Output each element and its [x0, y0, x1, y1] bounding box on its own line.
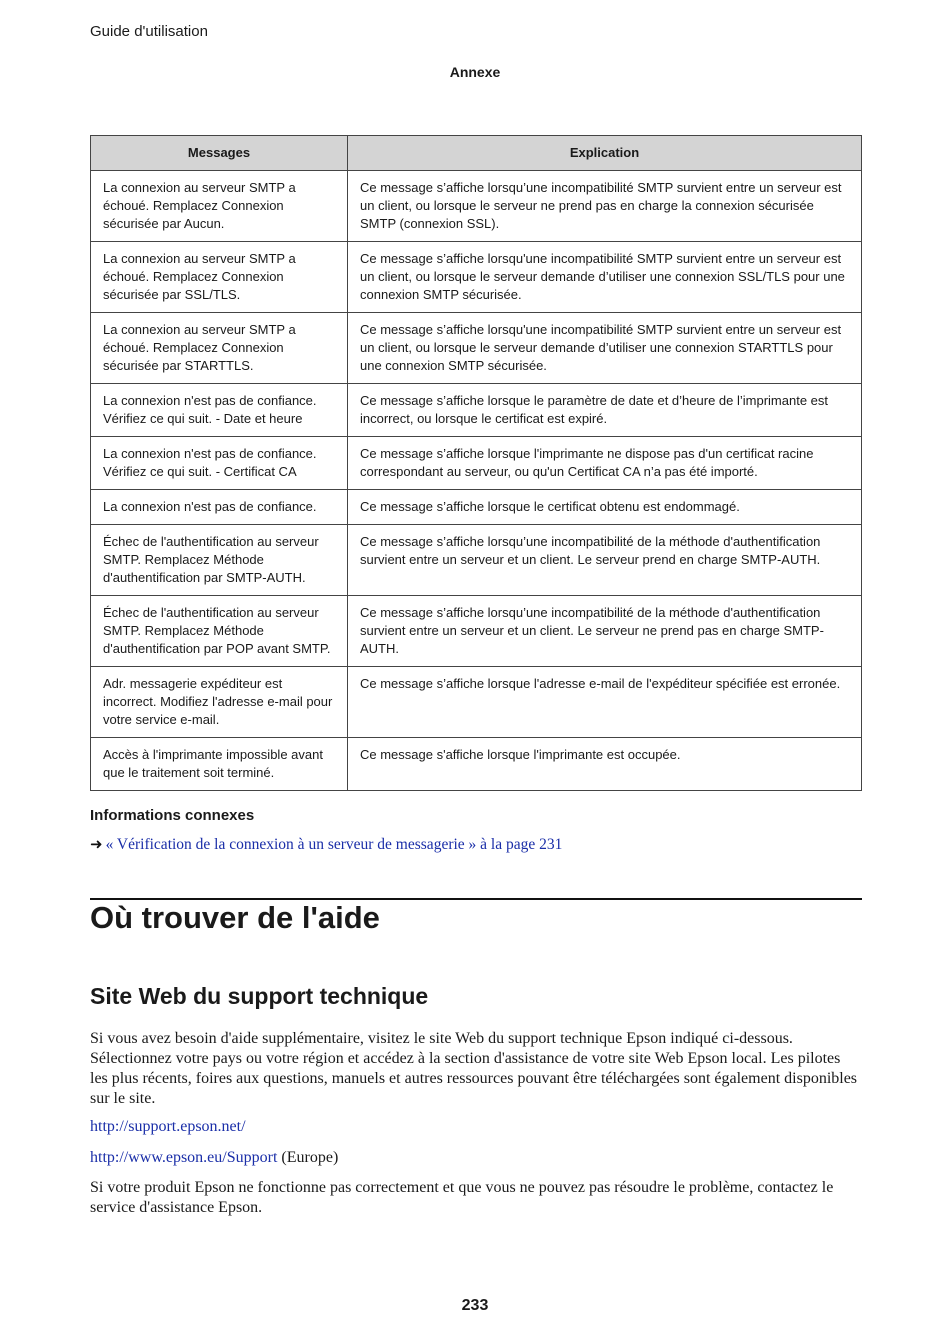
explanation-cell: Ce message s’affiche lorsque le paramètre de date et d’heure de l’imprimante est incorrect, ou lorsque le certificat est expiré. — [348, 384, 862, 437]
table-row — [91, 437, 862, 490]
support-link-line — [90, 1117, 246, 1137]
guide-title: Guide d'utilisation — [90, 23, 208, 40]
table-row — [91, 313, 862, 384]
table-row — [91, 242, 862, 313]
table-header-row — [91, 136, 862, 171]
explanation-cell: Ce message s’affiche lorsque le certificat obtenu est endommagé. — [348, 490, 862, 525]
message-cell: Échec de l'authentification au serveur SMTP. Remplacez Méthode d'authentification par SMTP-AUTH. — [91, 525, 348, 596]
support-link-global[interactable]: http://support.epson.net/ — [90, 1118, 246, 1135]
message-cell: La connexion n'est pas de confiance. Vérifiez ce qui suit. - Date et heure — [91, 384, 348, 437]
message-cell: Échec de l'authentification au serveur SMTP. Remplacez Méthode d'authentification par POP avant SMTP. — [91, 596, 348, 667]
table-row — [91, 171, 862, 242]
messages-table — [90, 135, 862, 791]
explanation-cell: Ce message s’affiche lorsqu’une incompatibilité SMTP survient entre un serveur est un client, ou lorsque le serveur ne prend pas en charge la connexion sécurisée SMTP (connexion SSL). — [348, 171, 862, 242]
arrow-right-icon: ➜ — [90, 835, 103, 853]
message-cell: La connexion au serveur SMTP a échoué. Remplacez Connexion sécurisée par Aucun. — [91, 171, 348, 242]
help-heading: Où trouver de l'aide — [90, 900, 380, 935]
table-row — [91, 490, 862, 525]
explanation-cell: Ce message s’affiche lorsque l'imprimante ne dispose pas d'un certificat racine correspondant au serveur, ou qu'un Certificat CA n’a pas été importé. — [348, 437, 862, 490]
explanation-cell: Ce message s’affiche lorsqu'une incompatibilité SMTP survient entre un serveur est un client, ou lorsque le serveur demande d’utiliser une connexion SSL/TLS pour une connexion SMTP sécurisée. — [348, 242, 862, 313]
related-link[interactable] — [90, 835, 562, 854]
table-body — [91, 171, 862, 791]
explanation-cell: Ce message s'affiche lorsque l'imprimante est occupée. — [348, 738, 862, 791]
contact-paragraph: Si votre produit Epson ne fonctionne pas correctement et que vous ne pouvez pas résoudre le problème, contactez le service d'assistance Epson. — [90, 1179, 834, 1216]
column-header-messages: Messages — [91, 136, 348, 171]
message-cell: Accès à l'imprimante impossible avant que le traitement soit terminé. — [91, 738, 348, 791]
table-row — [91, 384, 862, 437]
explanation-cell: Ce message s’affiche lorsqu’une incompatibilité de la méthode d'authentification survient entre un serveur et un client. Le serveur ne prend pas en charge SMTP-AUTH. — [348, 596, 862, 667]
message-cell: La connexion n'est pas de confiance. — [91, 490, 348, 525]
explanation-cell: Ce message s’affiche lorsqu'une incompatibilité SMTP survient entre un serveur est un client, ou lorsque le serveur demande d’utiliser une connexion STARTTLS pour une connexion SMTP sécurisée. — [348, 313, 862, 384]
message-cell: La connexion au serveur SMTP a échoué. Remplacez Connexion sécurisée par SSL/TLS. — [91, 242, 348, 313]
page-number: 233 — [461, 1297, 489, 1314]
message-cell: La connexion n'est pas de confiance. Vérifiez ce qui suit. - Certificat CA — [91, 437, 348, 490]
related-info-title: Informations connexes — [90, 807, 255, 824]
table-row — [91, 667, 862, 738]
table-row — [91, 525, 862, 596]
support-paragraph: Si vous avez besoin d'aide supplémentaire, visitez le site Web du support technique Epson indiqué ci-dessous. Sélectionnez votre pays ou votre région et accédez à la section d'assistance de votre site Web Epson local. Les pilotes les plus récents, foires aux questions, manuels et autres ressources pouvant être téléchargées sont également disponibles sur le site. — [90, 1030, 858, 1107]
support-site-heading: Site Web du support technique — [90, 983, 429, 1009]
support-link-europe-line — [90, 1148, 338, 1168]
table-row — [91, 596, 862, 667]
message-cell: Adr. messagerie expéditeur est incorrect. Modifiez l'adresse e-mail pour votre service e-mail. — [91, 667, 348, 738]
related-link-text: « Vérification de la connexion à un serveur de messagerie » à la page 231 — [105, 836, 563, 853]
support-link-europe[interactable]: http://www.epson.eu/Support — [90, 1149, 278, 1166]
explanation-cell: Ce message s’affiche lorsque l'adresse e-mail de l'expéditeur spécifiée est erronée. — [348, 667, 862, 738]
europe-label: (Europe) — [277, 1149, 339, 1166]
section-title: Annexe — [449, 64, 501, 80]
message-cell: La connexion au serveur SMTP a échoué. Remplacez Connexion sécurisée par STARTTLS. — [91, 313, 348, 384]
table-row — [91, 738, 862, 791]
column-header-explication: Explication — [348, 136, 862, 171]
explanation-cell: Ce message s’affiche lorsqu’une incompatibilité de la méthode d'authentification survient entre un serveur et un client. Le serveur prend en charge SMTP-AUTH. — [348, 525, 862, 596]
